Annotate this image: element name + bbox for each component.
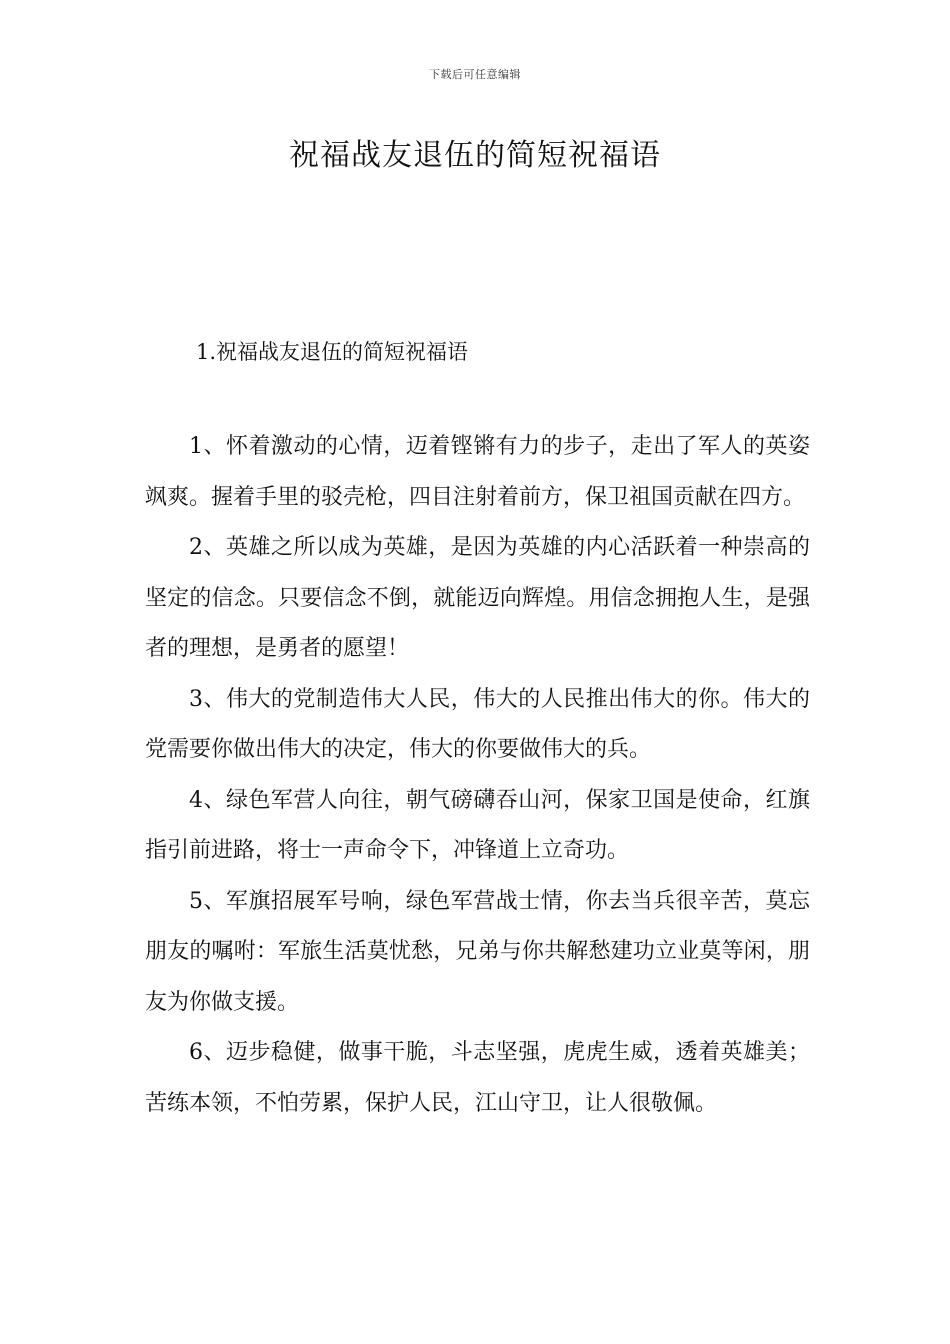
document-title: 祝福战友退伍的简短祝福语: [289, 138, 661, 173]
header-note: 下载后可任意编辑: [429, 68, 521, 81]
paragraph-6: 6、迈步稳健，做事干脆，斗志坚强，虎虎生威，透着英雄美；苦练本领，不怕劳累，保护人民，江山守卫，让人很敬佩。: [145, 1040, 810, 1116]
paragraph-4: 4、绿色军营人向往，朝气磅礴吞山河，保家卫国是使命，红旗指引前进路，将士一声命令下，冲锋道上立奇功。: [145, 787, 810, 863]
paragraph-1: 1、怀着激动的心情，迈着铿锵有力的步子，走出了军人的英姿飒爽。握着手里的驳壳枪，四目注射着前方，保卫祖国贡献在四方。: [145, 434, 810, 510]
body-text: [145, 422, 810, 1129]
paragraph-3: 3、伟大的党制造伟大人民，伟大的人民推出伟大的你。伟大的党需要你做出伟大的决定，伟大的你要做伟大的兵。: [145, 686, 810, 762]
paragraph-2: 2、英雄之所以成为英雄，是因为英雄的内心活跃着一种崇高的坚定的信念。只要信念不倒，就能迈向辉煌。用信念拥抱人生，是强者的理想，是勇者的愿望！: [145, 535, 810, 661]
section-heading: 1.祝福战友退伍的简短祝福语: [196, 340, 469, 364]
paragraph-5: 5、军旗招展军号响，绿色军营战士情，你去当兵很辛苦，莫忘朋友的嘱咐：军旅生活莫忧愁，兄弟与你共解愁建功立业莫等闲，朋友为你做支援。: [145, 888, 810, 1015]
